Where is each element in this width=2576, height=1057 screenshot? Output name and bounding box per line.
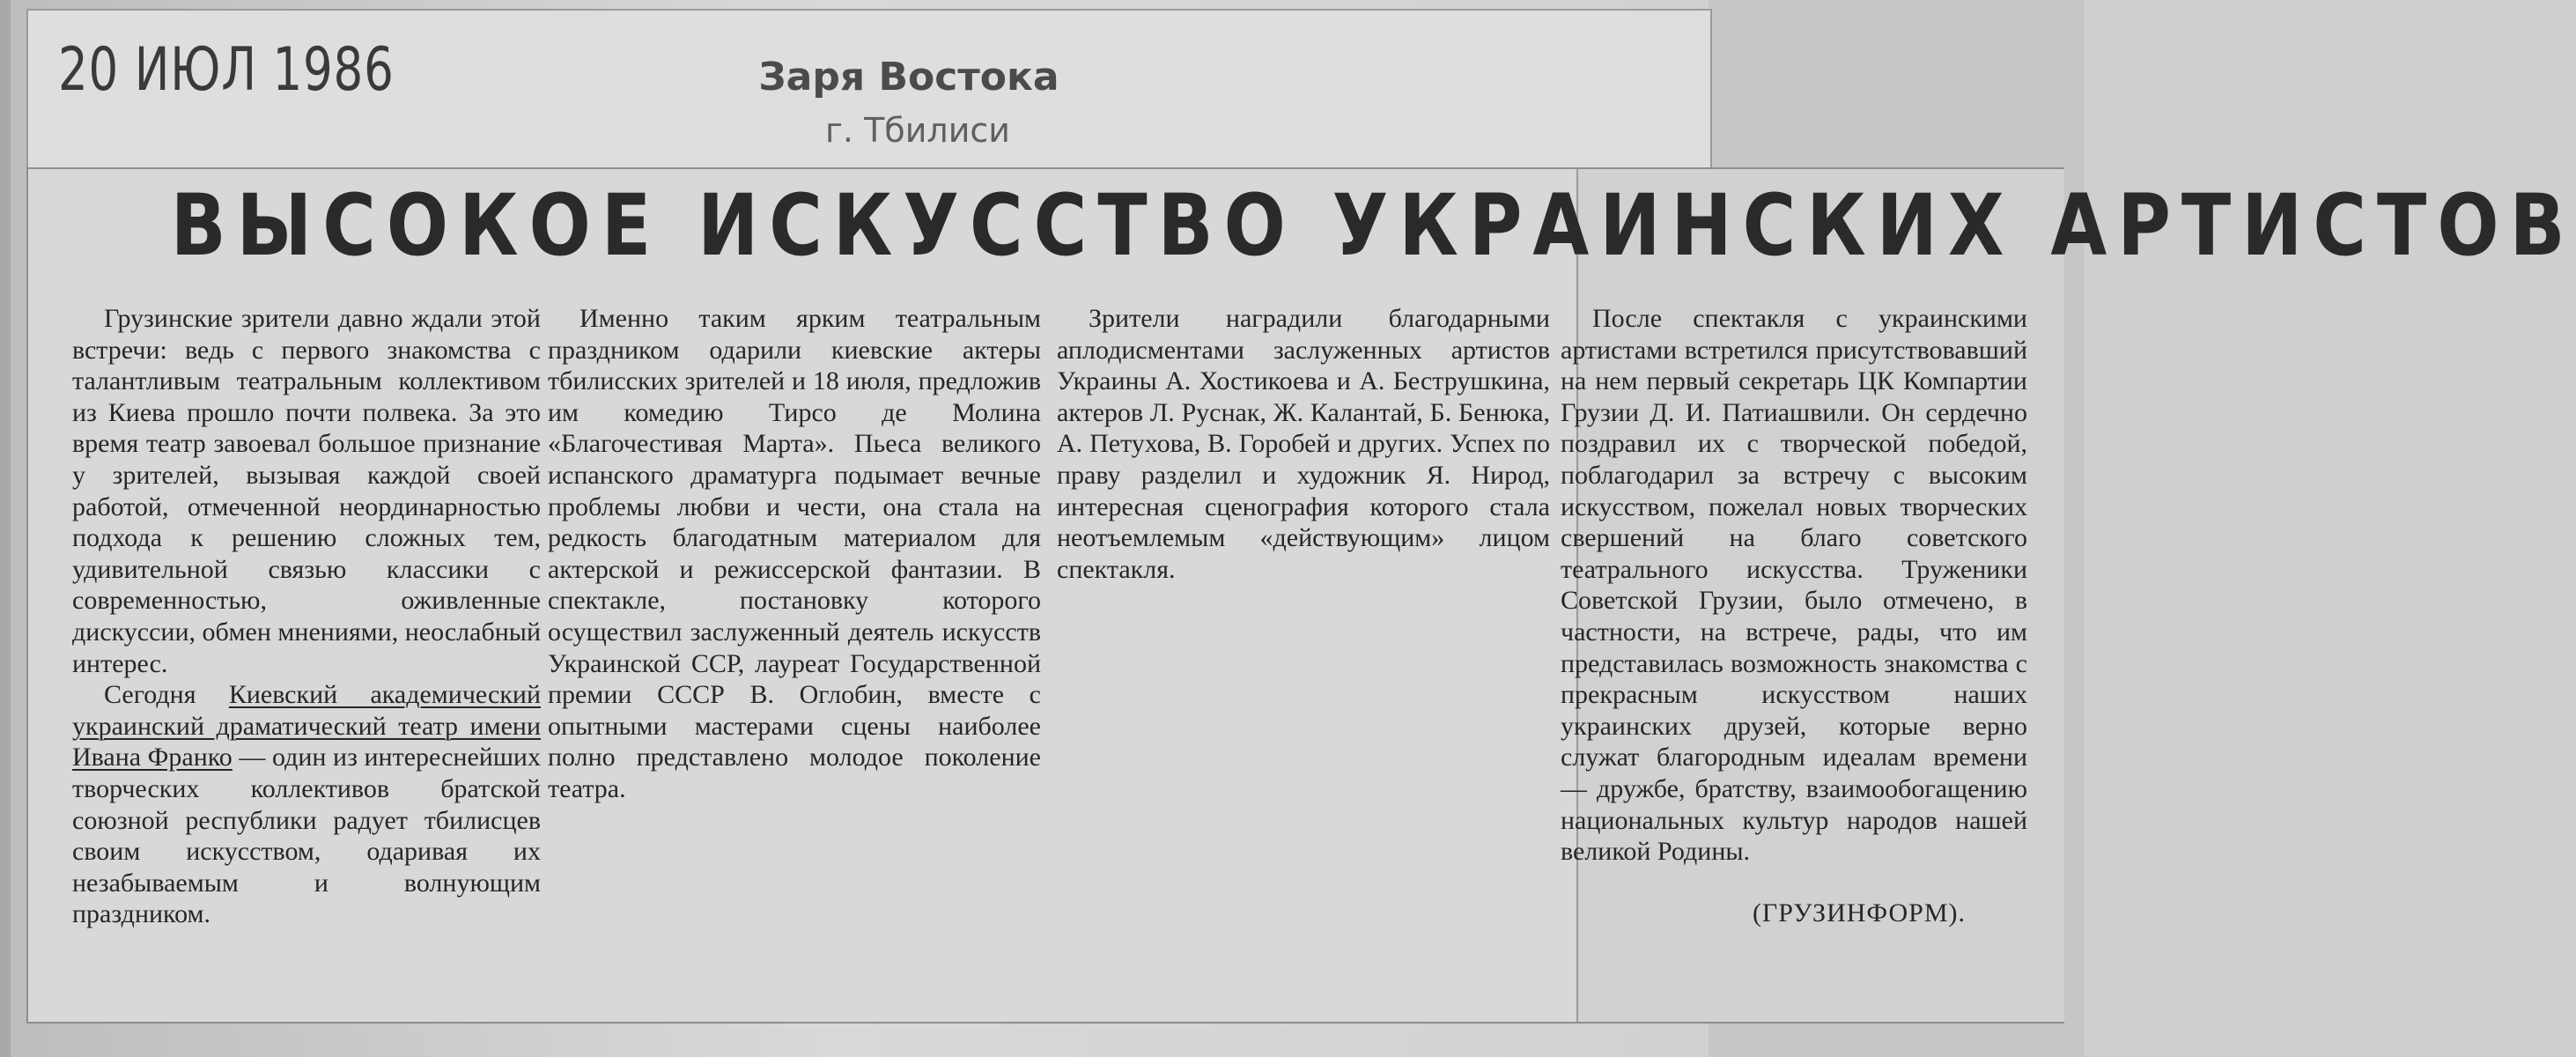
paragraph-2-lead: Сегодня <box>104 680 229 710</box>
article-column-2 <box>548 303 1041 1008</box>
clipping-header-slip <box>26 9 1712 173</box>
article-clipping <box>26 167 2576 1024</box>
paragraph-2-rest: — один из интереснейших творческих коллективов братской союзной республики радует тбилисцев своим искусством, одаривая их незабываемым и волнующим праздником. <box>72 743 541 929</box>
newspaper-city: г. Тбилиси <box>824 111 1011 150</box>
article-signature: (ГРУЗИНФОРМ). <box>1752 898 1966 928</box>
theatre-name: Киевский академический украинский драматический театр имени Ивана Франко <box>72 680 541 772</box>
article-paragraph-4: Зрители наградили благодарными аплодисментами заслуженных артистов Украины А. Хостикоева и А. Беструшкина, актеров Л. Руснак, Ж. Калантай, Б. Бенюка, А. Петухова, В. Горобей и других. Успех по праву разделил и художник Я. Нирод, интересная сценография которого стала неотъемлемым «действующим» лицом спектакля. <box>1057 304 1550 584</box>
article-paragraph-3: Именно таким ярким театральным праздником одарили киевские актеры тбилисских зрителей и 18 июля, предложив им комедию Тирсо де Молина «Благочестивая Марта». Пьеса великого испанского драматурга подымает вечные проблемы любви и чести, она стала на редкость благодатным материалом для актерской и режиссерской фантазии. В спектакле, постановку которого осуществил заслуженный деятель искусств Украинской ССР, лауреат Государственной премии СССР В. Оглобин, вместе с опытными мастерами сцены наиболее полно представлено молодое поколение театра. <box>548 304 1041 803</box>
left-edge <box>0 0 11 1057</box>
article-column-1 <box>72 303 541 1008</box>
article-paragraph-2 <box>72 679 541 930</box>
article-column-4 <box>1561 303 2027 1008</box>
article-headline: ВЫСОКОЕ ИСКУССТВО УКРАИНСКИХ АРТИСТОВ <box>170 176 2576 275</box>
article-paragraph-5: После спектакля с украинскими артистами встретился присутствовавший на нем первый секретарь ЦК Компартии Грузии Д. И. Патиашвили. Он сердечно поздравил их с творческой победой, поблагодарил за встречу с высоким искусством, пожелал новых творческих свершений на благо советского театрального искусства. Труженики Советской Грузии, было отмечено, в частности, на встрече, рады, что им представилась возможность знакомства с прекрасным искусством наших украинских друзей, которые верно служат благородным идеалам времени — дружбе, братству, взаимообогащению национальных культур народов нашей великой Родины. <box>1561 304 2027 867</box>
date-stamp: 20 ИЮЛ 1986 <box>58 35 395 105</box>
article-column-3 <box>1057 303 1550 1008</box>
article-paragraph-1: Грузинские зрители давно ждали этой встречи: ведь с первого знакомства с талантливым театральным коллективом из Киева прошло почти полвека. За это время театр завоевал большое признание у зрителей, вызывая каждой своей работой, отмеченной неординарностью подхода к решению сложных тем, удивительной связью классики с современностью, оживленные дискуссии, обмен мнениями, неослабный интерес. <box>72 304 541 678</box>
newspaper-name: Заря Востока <box>758 55 1059 100</box>
